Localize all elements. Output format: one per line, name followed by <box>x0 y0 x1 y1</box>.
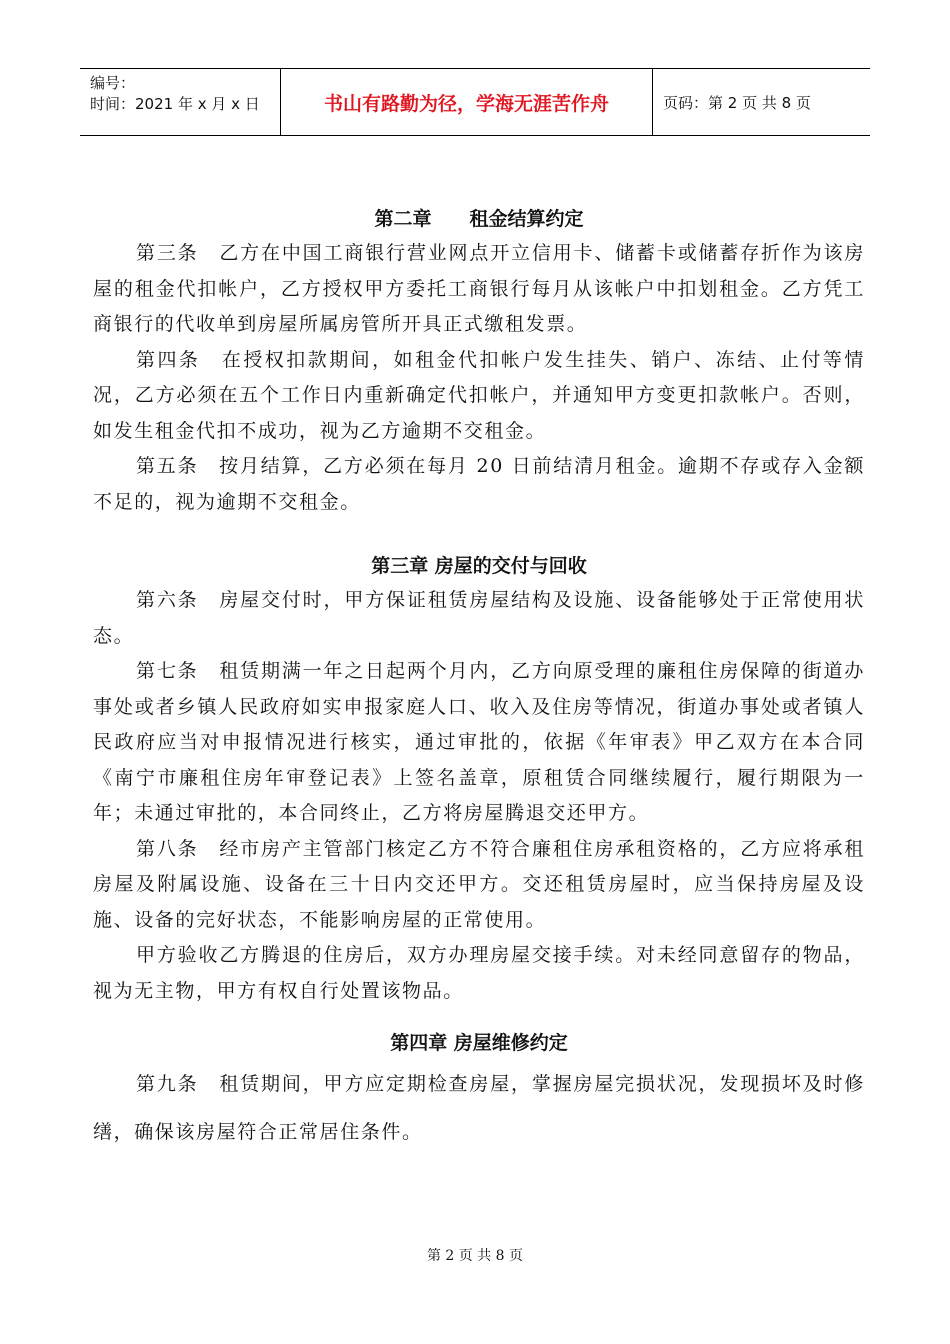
article-4: 第四条 在授权扣款期间，如租金代扣帐户发生挂失、销户、冻结、止付等情况，乙方必须在五个工作日内重新确定代扣帐户，并通知甲方变更扣款帐户。否则，如发生租金代扣不成功，视为乙方逾期不交租金。 <box>93 348 865 442</box>
header-page-info: 页码：第 2 页 共 8 页 <box>663 93 811 112</box>
chapter-3-title: 第三章 房屋的交付与回收 <box>371 555 587 577</box>
spacer <box>93 520 865 550</box>
header-motto: 书山有路勤为径，学海无涯苦作舟 <box>281 69 653 135</box>
page-header <box>80 68 870 136</box>
document-date-label: 时间：2021 年 x 月 x 日 <box>90 95 260 113</box>
article-5: 第五条 按月结算，乙方必须在每月 20 日前结清月租金。逾期不存或存入金额不足的，视为逾期不交租金。 <box>93 455 865 513</box>
article-6: 第六条 房屋交付时，甲方保证租赁房屋结构及设施、设备能够处于正常使用状态。 <box>93 589 865 647</box>
article-8-continued: 甲方验收乙方腾退的住房后，双方办理房屋交接手续。对未经同意留存的物品，视为无主物，甲方有权自行处置该物品。 <box>93 944 865 1002</box>
document-body <box>93 203 865 1156</box>
article-9: 第九条 租赁期间，甲方应定期检查房屋，掌握房屋完损状况，发现损坏及时修缮，确保该房屋符合正常居住条件。 <box>93 1073 865 1143</box>
document-number-label: 编号： <box>90 74 136 92</box>
chapter-2-title: 第二章 租金结算约定 <box>374 208 584 230</box>
header-meta <box>80 69 281 135</box>
page-footer: 第 2 页 共 8 页 <box>426 1248 524 1264</box>
article-7: 第七条 租赁期满一年之日起两个月内，乙方向原受理的廉租住房保障的街道办事处或者乡镇人民政府如实申报家庭人口、收入及住房等情况，街道办事处或者镇人民政府应当对申报情况进行核实，通过审批的，依据《年审表》甲乙双方在本合同《南宁市廉租住房年审登记表》上签名盖章，原租赁合同继续履行，履行期限为一年；未通过审批的，本合同终止，乙方将房屋腾退交还甲方。 <box>93 660 865 824</box>
article-8: 第八条 经市房产主管部门核定乙方不符合廉租住房承租资格的，乙方应将承租房屋及附属设施、设备在三十日内交还甲方。交还租赁房屋时，应当保持房屋及设施、设备的完好状态，不能影响房屋的正常使用。 <box>93 837 865 931</box>
chapter-4-title: 第四章 房屋维修约定 <box>390 1032 568 1054</box>
article-3: 第三条 乙方在中国工商银行营业网点开立信用卡、储蓄卡或储蓄存折作为该房屋的租金代扣帐户，乙方授权甲方委托工商银行每月从该帐户中扣划租金。乙方凭工商银行的代收单到房屋所属房管所开具正式缴租发票。 <box>93 242 865 335</box>
spacer <box>93 1009 865 1027</box>
